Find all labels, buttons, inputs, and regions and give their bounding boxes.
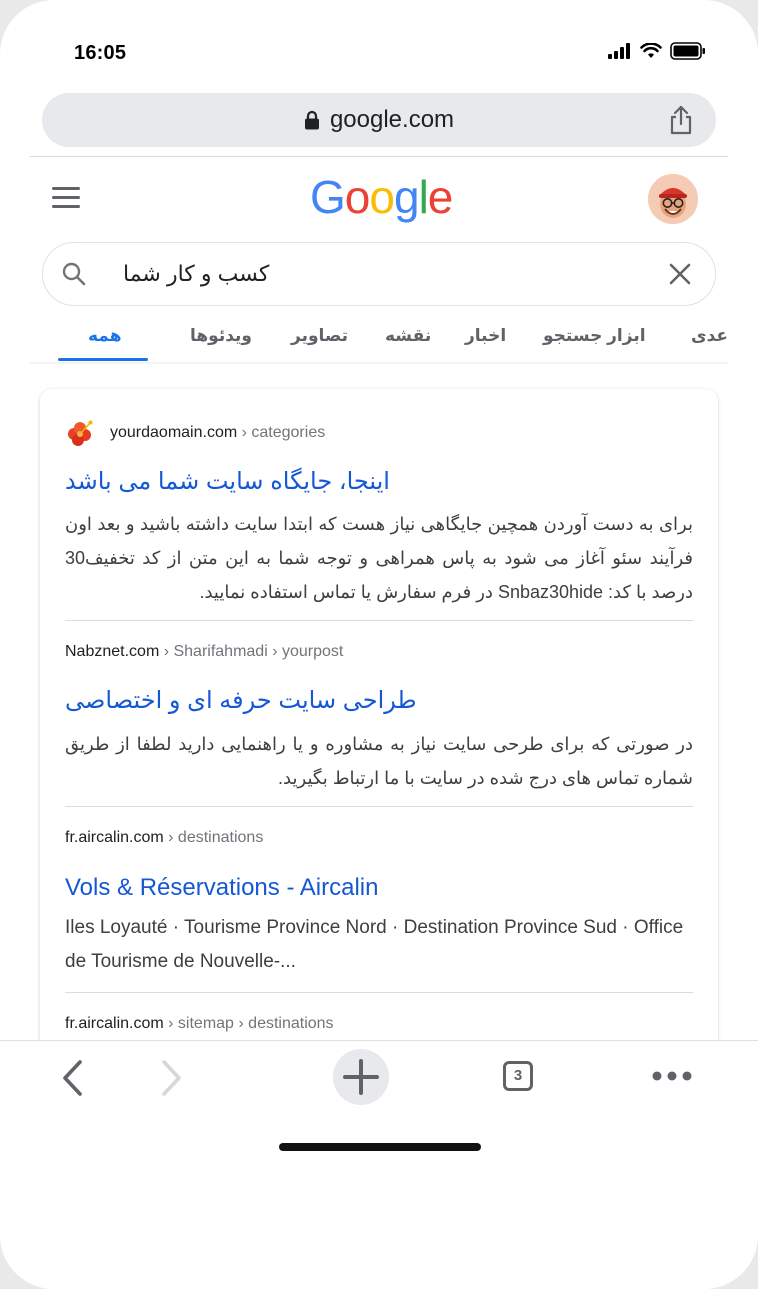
menu-icon[interactable] <box>52 187 80 209</box>
result-2-snippet: در صورتی که برای طرحی سایت نیاز به مشاوره و یا راهنمایی دارید لطفا از طریق شماره تماس های درج شده در سایت با ما ارتباط بگیرید. <box>65 734 693 788</box>
result-1-title[interactable]: اینجا، جایگاه سایت شما می باشد <box>65 468 390 495</box>
close-icon[interactable] <box>667 261 693 287</box>
lock-icon <box>304 110 320 130</box>
status-bar <box>0 30 758 76</box>
result-site: yourdaomain.com <box>110 424 238 441</box>
home-indicator[interactable] <box>279 1143 481 1151</box>
tab-videos[interactable]: ویدئوها <box>190 326 252 345</box>
toolbar-divider <box>0 1040 758 1041</box>
search-icon[interactable] <box>61 261 87 287</box>
avatar-memoji-icon <box>648 174 698 224</box>
result-1-url[interactable] <box>110 424 693 442</box>
tab-all[interactable]: همه <box>88 326 122 345</box>
results-card <box>40 389 718 1089</box>
tab-images[interactable]: تصاویر <box>291 326 349 345</box>
result-2-url[interactable] <box>65 643 693 661</box>
divider <box>30 156 728 157</box>
address-bar[interactable] <box>42 93 716 147</box>
result-site: fr.aircalin.com <box>65 1015 164 1032</box>
more-options-icon[interactable] <box>651 1070 693 1082</box>
result-3-snippet: Iles Loyauté · Tourisme Province Nord · Destination Province Sud · Office de Tourisme de Nouvelle-... <box>65 917 684 972</box>
result-1-snippet: برای به دست آوردن همچین جایگاهی نیاز هست که ابتدا سایت داشته باشید و بعد اون فرآیند سئو آغاز می شود به پاس همراهی و توجه شما به این متن از کد تخفیف30 درصد با کد: Snbaz30hide در فرم سفارش یا تماس استفاده نمایید. <box>65 514 693 602</box>
tab-search-tools[interactable]: ابزار جستجو <box>543 326 646 345</box>
address-url: google.com <box>329 106 455 133</box>
search-box[interactable] <box>42 242 716 306</box>
google-logo[interactable] <box>310 170 452 224</box>
avatar[interactable] <box>648 174 698 224</box>
status-time: 16:05 <box>74 42 127 64</box>
result-site: fr.aircalin.com <box>65 829 164 846</box>
forward-arrow-icon[interactable] <box>158 1058 184 1098</box>
logo-letter-e: e <box>427 171 453 223</box>
back-arrow-icon[interactable] <box>60 1058 86 1098</box>
result-path: › destinations <box>163 829 264 846</box>
plus-icon <box>333 1049 389 1105</box>
search-input[interactable]: کسب و کار شما <box>123 261 270 286</box>
logo-letter-l: l <box>418 171 428 223</box>
tabs-divider <box>30 362 728 365</box>
result-site: Nabznet.com <box>65 643 160 660</box>
result-2-title[interactable]: طراحی سایت حرفه ای و اختصاصی <box>65 687 417 714</box>
result-path: › Sharifahmadi › yourpost <box>159 643 344 660</box>
result-separator <box>65 992 693 993</box>
tab-maps[interactable]: نقشه <box>385 326 432 345</box>
result-path: › categories <box>237 424 326 441</box>
status-icons <box>608 42 706 60</box>
logo-letter-o2: o <box>369 171 394 223</box>
hibiscus-favicon-icon <box>65 419 95 447</box>
tab-news[interactable]: اخبار <box>465 326 507 345</box>
battery-icon <box>670 42 706 60</box>
tab-more[interactable]: عدی <box>690 326 728 345</box>
active-tab-indicator <box>58 358 148 361</box>
signal-icon <box>608 43 632 59</box>
tab-switcher-button[interactable]: 3 <box>503 1061 533 1091</box>
result-4-url[interactable] <box>65 1015 693 1033</box>
wifi-icon <box>640 43 662 59</box>
search-tabs <box>0 318 728 364</box>
result-3-url[interactable] <box>65 829 693 847</box>
logo-letter-g: G <box>310 171 345 223</box>
result-path: › sitemap › destinations <box>163 1015 334 1032</box>
share-icon[interactable] <box>668 105 694 135</box>
result-separator <box>65 620 693 621</box>
result-separator <box>65 806 693 807</box>
logo-letter-g2: g <box>393 171 419 223</box>
new-tab-button[interactable] <box>333 1049 389 1105</box>
logo-letter-o1: o <box>344 171 370 223</box>
result-3-title[interactable]: Vols & Réservations - Aircalin <box>65 874 379 901</box>
